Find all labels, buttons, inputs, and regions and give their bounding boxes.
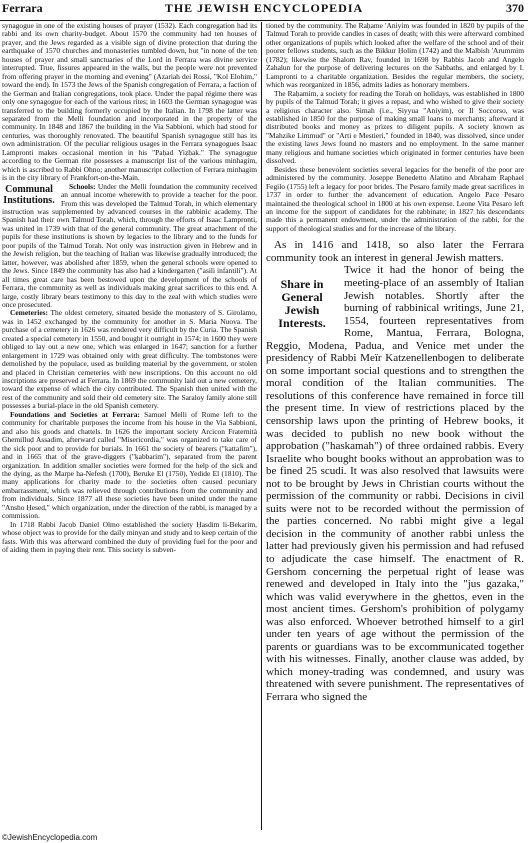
paragraph-1718-society: In 1718 Rabbi Jacob Daniel Olmo established the society Ḥasdim li-Bekarim, whose object was to provide for the daily minyan and study and to keep certain of the fasts. With this was afterward combined the duty of providing fuel for the poor and of aiding them in paying their rent. This society is subven-: [2, 519, 257, 555]
paragraph-synagogues-part: synagogue in one of the existing houses of prayer (1532). Each congregation had its rabbi and its own charity-budget. About 1570 the community had ten houses of prayer, and the Jews regarded as a visible sign of divine protection that during the earthquake of 1570 churches and monasteries tumbled down, but "in none of the ten houses of prayer and small sanctuaries of the Lord in Ferrara was divine service interrupted. True, fissures appeared in the walls, but the people were not prevented from offering prayer in the morning and evening" (Azariah dei Rossi, "Kol Elohim," toward the end). In 1573 the Jews of the Spanish congregation of Ferrara, a faction of the German and Italian congregations, took place. Under the papal régime there was only one synagogue for each of the various rites; in 1603 the German synagogue was transferred to the building formerly occupied by the Italian. In 1798 the latter was separated from the Melli foundation and incorporated in the property of the community. In 1848 and 1867 the building in the Via Sabbioni, which had stood for centuries, was thoroughly renovated. The beautiful Spanish synagogue still has its own administration. Of the peculiar religious usages in the Ferrara synagogues Isaac Lampronti makes occasional mention in his "Paḥad Yiẓḥak." The synagogue according to the German rite possesses a manuscript list of the various minhagim, which is ascribed to Rabbi Ohno; another manuscript collection of Ferrara minhagim is in the city library of Frankfort-on-the-Main.: [2, 22, 257, 183]
foundations-text: Samuel Melli of Rome left to the community for charitable purposes the income from his house in the Via Sabbioni, and also his goods and chattels. In 1626 the important society Arcicon Fraternità Ghemilluḍ Assadim, afterward called "Misericordia," was organized to take care of the sick poor and to provide for burials. In 1661 the society of bearers ("kattafim"), and in 1665 that of the grave-diggers ("ḳabbarim"), separated from the parent organization. In addition smaller societies were formed for the help of the sick and the dying, as the Marpe ha-Nefesh (1700), Beruke El (1750), Yedide El (1810). The many applications for charity made to the societies often caused pecuniary embarrassment, which was relieved through contributions from the community and from individuals. Since 1877 all these societies have been united under the name "Ansho Ḥesed," which organization, under the direction of the rabbi, is managed by a commission.: [2, 409, 257, 521]
left-column: [2, 22, 257, 830]
cemeteries-text: The oldest cemetery, situated beside the monastery of S. Girolamo, was in 1452 exchanged by the community for another in S. Maria Nuova. The purchase of a cemetery in 1626 was rendered very difficult by the Curia. The Spanish created a special cemetery in 1550, and bought it outright in 1574; in 1600 they were obliged to lay out a new one, which was enlarged in 1647; sanction for a further enlargement in 1729 was obtained only with great difficulty. The tombstones were demolished by the populace, used as building material by the government, or stolen and placed in Christian cemeteries with new inscriptions. On this account no old inscriptions are preserved at Ferrara. In 1869 the community laid out a new cemetery, toward the expense of which the city contributed. The Spanish then united with the rest of the community and sold their old cemetery site. The Saraloy family alone still possesses a burial-place in the old Spanish cemetery.: [2, 308, 257, 411]
schools-heading: Schools:: [69, 181, 96, 191]
page-header: [0, 0, 528, 21]
page-number: 370: [506, 1, 524, 15]
column-divider: [261, 22, 262, 830]
schools-text: Under the Melli foundation the community received an annual income wherewith to provide a teacher for the poor. From this was developed the Talmud Torah, in which elementary instruction was supplemented by advanced courses in the rabbinic academy. The Spanish had their own Talmud Torah, which, through the efforts of Isaac Lampronti, was united in 1739 with that of the general community. The great attachment of the pupils for these institutions is shown by legacies to the library and to the funds for poor pupils of the Talmud Torah. Not only was instruction given in Hebrew and in the Jewish religion, but the teaching of Italian was likewise gradually introduced; the latter, however, was abolished after 1859, when the general schools were opened to the Jews. Since 1849 the community has also had a kindergarten ("asili infantili"). At all times great care has been bestowed upon the development of the schools of Ferrara, the community as well as individuals making great sacrifices to this end. A large, costly library bears testimony to this day to the zeal with which studies were once prosecuted.: [2, 181, 257, 309]
running-head-title: THE JEWISH ENCYCLOPEDIA: [164, 1, 364, 15]
cemeteries-heading: Cemeteries:: [10, 308, 48, 318]
sidenote-share-in-general-jewish-interests: Share in General Jewish Interests.: [278, 277, 326, 331]
running-head-section: Ferrara: [2, 1, 43, 15]
paragraph-general-interest-intro: As in 1416 and 1418, so also later the Ferrara community took an interest in general Jewish matters.: [266, 239, 524, 264]
foundations-heading: Foundations and Societies at Ferrara:: [10, 409, 140, 419]
copyright-credit: ©JewishEncyclopedia.com: [2, 833, 98, 842]
paragraph-legacies: Besides these benevolent societies several legacies for the benefit of the poor are administered by the community. Joseppe Benedetto Alatino and Abraham Raphael Fegilo (1755) left a legacy for poor brides. The Pesaro family made great sacrifices in 1737 in order to further the advancement of education. Angelo Pace Pesaro maintained the theological school in 1800 at his own expense. Leone Vita Pesaro left an income for the support of candidates for the rabbinate; in 1827 his descendants made this a permanent endowment, under the administration of the rabbi, for the support of theological studies and for the increase of the library.: [266, 164, 524, 233]
right-column: [266, 22, 524, 830]
sidenote-communal-institutions: Communal Institutions.: [3, 183, 55, 206]
paragraph-rahame-aniyim: tioned by the community. The Raḥame 'Aniyim was founded in 1820 by pupils of the Talmud Torah to provide candles in cases of death; with this were afterward combined other organizations of pupils which looked after the welfare of the school and of their poorer fellows students, such as the Bikkur Ḥolim (1742) and the Malbish 'Arummim (1782); likewise the Shalom Rav, founded in 1698 by Rabbis Jacob and Angelo Zahalun for the purpose of delivering lectures on the Sabbaths, and enlarged by I. Lampronti to a charitable organization. Besides the regular members, the society, which was reorganized in 1856, admits ladies as honorary members.: [266, 22, 524, 90]
paragraph-cemeteries: [2, 309, 257, 410]
paragraph-assembly-of-notables: Twice it had the honor of being the meeting-place of an assembly of Italian Jewish notables. Shortly after the burning of rabbinical writings, June 21, 1554, fourteen representatives from Rome, Mantua, Ferrara, Bologna, Reggio, Modena, Padua, and Venice met under the presidency of Rabbi Meïr Katzenellenbogen to deliberate on some important social questions and to strengthen the moral condition of the Italian communities. The resolutions of this conference have remained in force till the present time. In view of restrictions placed by the censorship laws upon the printing of Hebrew books, it was decided to publish no new book without the approbation ("haskamah") of three ordained rabbis. Every Israelite who bought books without an approbation was to be fined 25 scudi. It was also resolved that lawsuits were not to be brought by Jews in Christian courts without the permission of the community or rabbi. Decisions in civil suits were not to be recorded without the permission of the parties concerned. No rabbi might give a legal decision in the community of another rabbi unless the latter had previously given his permission and had refused to adjudicate the case himself. The enactment of R. Gershom concerning the perpetual right of lease was renewed and developed in Italy into the "jus gazaka," which was valid everywhere in the ghettos, even in the most ancient times. Gershom's prohibition of polygamy was also enforced. Whoever betrothed himself to a girl under ten years of age without the permission of the parents or guardians was to be excommunicated together with his witnesses. Finally, another clause was added, by which money-trading was condemned, and usury was threatened with severe punishment. The representatives of Ferrara who signed the: [266, 264, 524, 704]
paragraph-rahamim: The Raḥamim, a society for reading the Torah on holidays, was established in 1800 by pupils of the Talmud Torah; it gives a repast, and who wished to give their society a religious character also. Simah (i.e., Siyyua "Aniyim), or Il Soccorso, was established in 1850 for the purpose of making small loans to merchants; afterward it distributed books and money as prizes to diligent pupils. A society known as "Mahzike Limmud" or "Arti e Mestieri," founded in 1840, was dissolved, since under the existing laws Jews found no masters and no employment. In the same manner many religious and humane societies which originated in former centuries have been dissolved.: [266, 88, 524, 166]
paragraph-foundations: [2, 411, 257, 521]
